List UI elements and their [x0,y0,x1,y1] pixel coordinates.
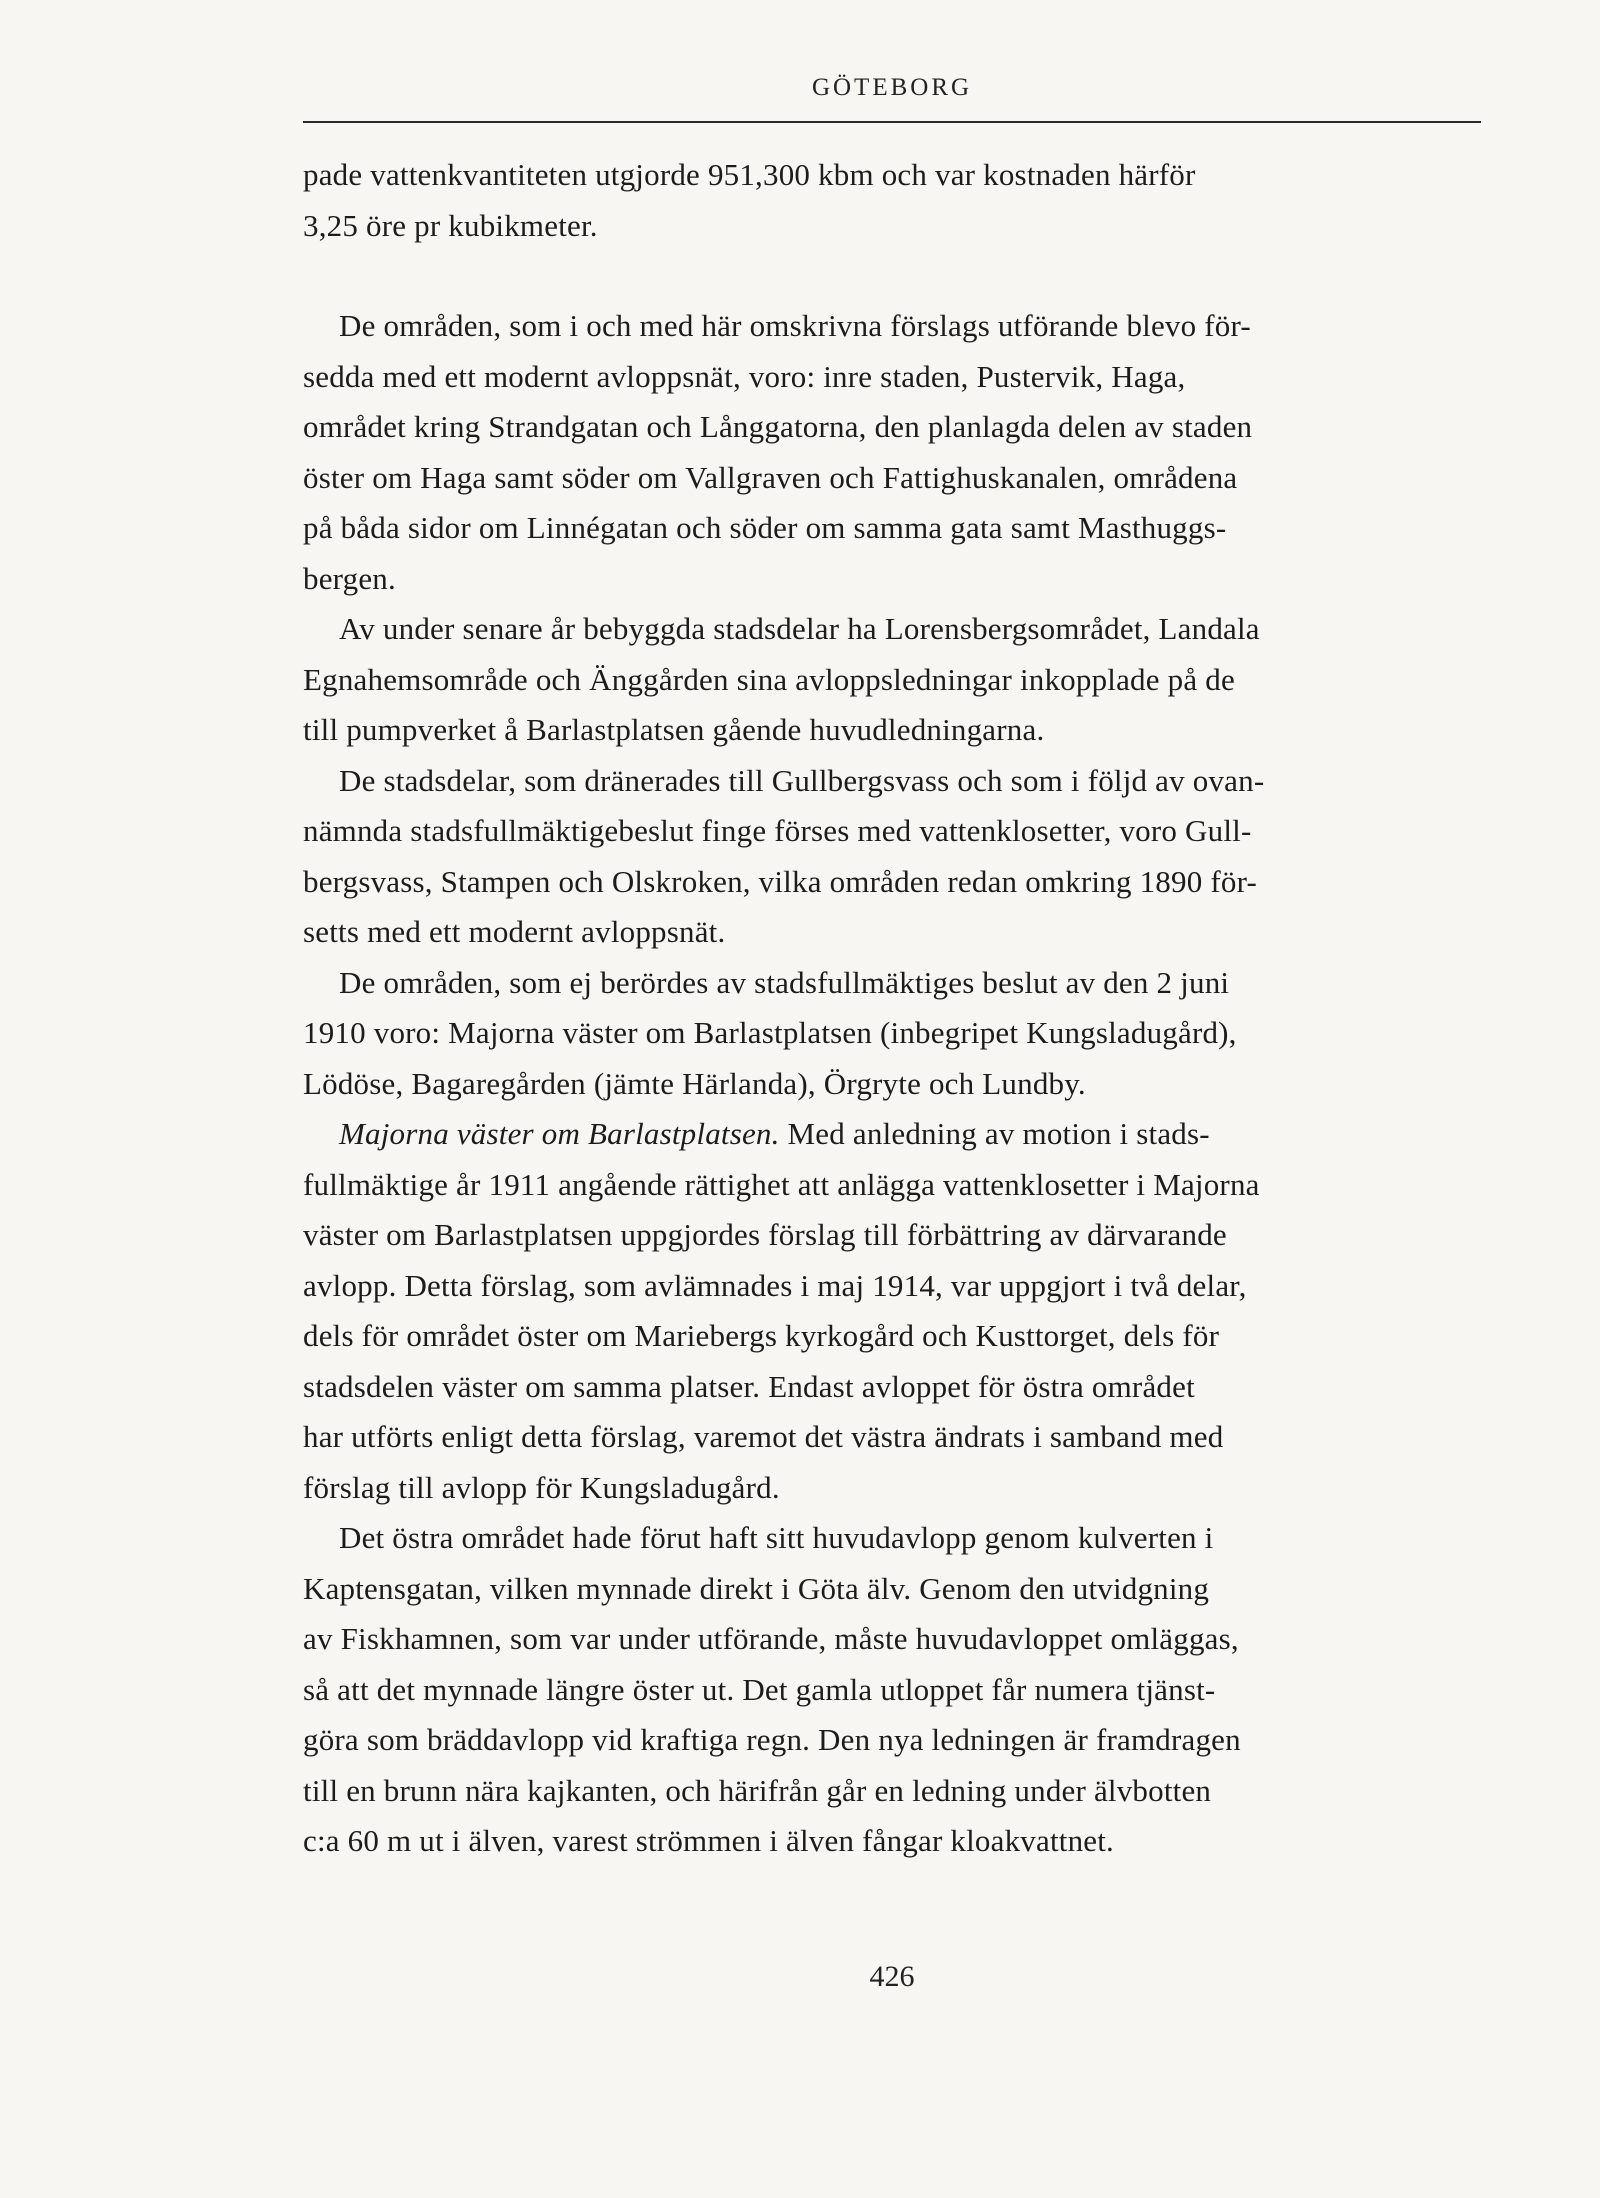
running-head-title: GÖTEBORG [811,74,973,101]
text-line: pade vattenkvantiteten utgjorde 951,300 kbm och var kostnaden härför [303,157,1196,192]
text-line: öster om Haga samt söder om Vallgraven och Fattighuskanalen, områdena [303,459,1238,495]
text-line: området kring Strandgatan och Långgatorna, den planlagda delen av staden [303,409,1253,444]
paragraph-gap [303,251,1503,301]
text-line: till pumpverket å Barlastplatsen gående huvudledningarna. [303,712,1045,747]
header-rule [303,121,1481,123]
paragraph-first-line: De stadsdelar, som dränerades till Gullbergsvass och som i följd av ovan- [339,762,1265,798]
text-line: göra som bräddavlopp vid kraftiga regn. Den nya ledningen är framdragen [303,1722,1241,1757]
text-line: av Fiskhamnen, som var under utförande, måste huvudavloppet omläggas, [303,1621,1239,1656]
paragraph-first-line: Av under senare år bebyggda stadsdelar ha Lorensbergsområdet, Landala [339,611,1260,646]
text-line: 3,25 öre pr kubikmeter. [303,207,598,243]
text-line: sedda med ett modernt avloppsnät, voro: inre staden, Pustervik, Haga, [303,358,1186,394]
text-line: på båda sidor om Linnégatan och söder om samma gata samt Masthuggs- [303,510,1227,545]
text-line: bergsvass, Stampen och Olskroken, vilka områden redan omkring 1890 för- [303,863,1257,899]
text-line: Egnahemsområde och Änggården sina avloppsledningar inkopplade på de [303,661,1235,697]
text-line: nämnda stadsfullmäktigebeslut finge förses med vattenklosetter, voro Gull- [303,813,1252,848]
text-line: setts med ett modernt avloppsnät. [303,914,726,949]
section-lead-rest: Med anledning av motion i stads- [779,1116,1210,1151]
text-line: 1910 voro: Majorna väster om Barlastplatsen (inbegripet Kungsladugård), [303,1015,1237,1050]
text-line: Kaptensgatan, vilken mynnade direkt i Göta älv. Genom den utvidgning [303,1570,1210,1606]
text-line: c:a 60 m ut i älven, varest strömmen i älven fångar kloakvattnet. [303,1823,1114,1858]
text-line: väster om Barlastplatsen uppgjordes förslag till förbättring av därvarande [303,1217,1227,1252]
section-lead-line [303,1109,1503,1160]
body-text [303,150,1503,1867]
text-line: Lödöse, Bagaregården (jämte Härlanda), Örgryte och Lundby. [303,1065,1086,1101]
page-number: 426 [869,1960,915,1993]
section-heading-italic: Majorna väster om Barlastplatsen. [339,1116,780,1151]
text-line: förslag till avlopp för Kungsladugård. [303,1469,780,1505]
paragraph-first-line: De områden, som ej berördes av stadsfullmäktiges beslut av den 2 juni [339,964,1230,1000]
text-line: stadsdelen väster om samma platser. Endast avloppet för östra området [303,1368,1195,1404]
text-line: så att det mynnade längre öster ut. Det gamla utloppet får numera tjänst- [303,1671,1216,1707]
text-line: avlopp. Detta förslag, som avlämnades i maj 1914, var uppgjort i två delar, [303,1267,1247,1303]
text-line: till en brunn nära kajkanten, och härifrån går en ledning under älvbotten [303,1772,1212,1808]
text-line: fullmäktige år 1911 angående rättighet att anlägga vattenklosetter i Majorna [303,1166,1260,1202]
text-line: har utförts enligt detta förslag, varemot det västra ändrats i samband med [303,1419,1224,1454]
text-line: bergen. [303,560,396,596]
text-line: dels för området öster om Mariebergs kyrkogård och Kusttorget, dels för [303,1318,1220,1353]
paragraph-first-line: De områden, som i och med här omskrivna förslags utförande blevo för- [339,308,1251,343]
paragraph-first-line: Det östra området hade förut haft sitt huvudavlopp genom kulverten i [339,1520,1214,1555]
